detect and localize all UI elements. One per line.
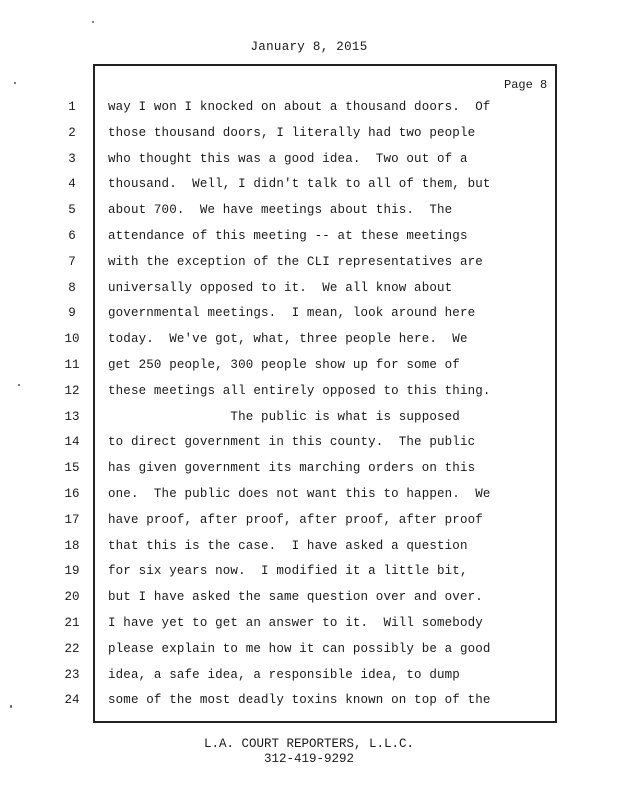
- line-number: 9: [68, 306, 76, 321]
- scan-speck: [92, 21, 94, 23]
- line-number: 10: [64, 332, 80, 347]
- line-text: thousand. Well, I didn't talk to all of them, but: [108, 177, 491, 192]
- scan-speck: [14, 82, 16, 84]
- line-number: 12: [64, 383, 80, 398]
- line-number: 17: [64, 512, 80, 527]
- transcript-line: [0, 435, 618, 455]
- line-text: one. The public does not want this to happen. We: [108, 487, 491, 501]
- line-text: have proof, after proof, after proof, after proof: [108, 512, 483, 527]
- transcript-line: [0, 177, 618, 197]
- line-text: that this is the case. I have asked a question: [108, 538, 468, 553]
- line-number: 24: [64, 693, 80, 708]
- transcript-line: [0, 100, 618, 120]
- transcript-line: [0, 281, 618, 301]
- transcript-line: [0, 564, 618, 584]
- line-number: 7: [68, 254, 76, 269]
- line-text: for six years now. I modified it a little bit,: [108, 564, 468, 579]
- transcript-line: [0, 668, 618, 688]
- transcript-line: [0, 203, 618, 223]
- line-text: attendance of this meeting -- at these meetings: [108, 229, 468, 243]
- line-text: please explain to me how it can possibly be a good: [108, 641, 491, 656]
- transcript-line: [0, 332, 618, 352]
- line-text: The public is what is supposed: [108, 409, 460, 424]
- line-number: 18: [64, 538, 80, 553]
- court-reporter-company: L.A. COURT REPORTERS, L.L.C.: [203, 737, 415, 751]
- transcript-line: [0, 461, 618, 481]
- line-text: today. We've got, what, three people here. We: [108, 332, 468, 347]
- transcript-line: [0, 642, 618, 662]
- line-text: governmental meetings. I mean, look around here: [108, 306, 476, 321]
- transcript-date-header: January 8, 2015: [250, 40, 368, 54]
- line-text: these meetings all entirely opposed to this thing.: [108, 383, 491, 398]
- line-text: to direct government in this county. The public: [108, 435, 476, 450]
- line-number: 4: [68, 177, 76, 192]
- line-text: universally opposed to it. We all know about: [108, 280, 453, 295]
- line-number: 19: [64, 564, 80, 579]
- page-number-label: Page 8: [504, 78, 548, 92]
- transcript-line: [0, 590, 618, 610]
- scan-speck: [10, 705, 12, 708]
- line-text: about 700. We have meetings about this. The: [108, 203, 453, 218]
- line-text: those thousand doors, I literally had two people: [108, 125, 476, 140]
- line-number: 11: [64, 358, 80, 372]
- transcript-line: [0, 229, 618, 249]
- line-number: 20: [64, 590, 80, 605]
- line-number: 2: [68, 125, 76, 140]
- line-text: I have yet to get an answer to it. Will somebody: [108, 616, 483, 630]
- transcript-line: [0, 539, 618, 559]
- scan-speck: [18, 384, 20, 386]
- line-number: 5: [68, 203, 76, 218]
- line-text: some of the most deadly toxins known on top of the: [108, 693, 491, 708]
- line-number: 3: [68, 151, 76, 166]
- line-number: 16: [64, 487, 80, 501]
- line-number: 21: [64, 616, 80, 630]
- transcript-line: [0, 410, 618, 430]
- transcript-line: [0, 384, 618, 404]
- line-number: 1: [68, 100, 76, 114]
- line-number: 13: [64, 409, 80, 424]
- line-number: 14: [64, 435, 80, 450]
- line-text: but I have asked the same question over and over.: [108, 590, 483, 605]
- transcript-line: [0, 255, 618, 275]
- line-text: get 250 people, 300 people show up for some of: [108, 358, 460, 372]
- line-text: with the exception of the CLI representatives are: [108, 254, 483, 269]
- line-number: 23: [64, 667, 80, 682]
- transcript-line: [0, 152, 618, 172]
- line-text: way I won I knocked on about a thousand doors. Of: [108, 100, 491, 114]
- line-text: has given government its marching orders on this: [108, 461, 476, 476]
- line-text: idea, a safe idea, a responsible idea, to dump: [108, 667, 460, 682]
- transcript-line: [0, 693, 618, 713]
- transcript-line: [0, 358, 618, 378]
- transcript-line: [0, 126, 618, 146]
- line-number: 8: [68, 280, 76, 295]
- transcript-line: [0, 306, 618, 326]
- line-number: 6: [68, 229, 76, 243]
- transcript-line: [0, 513, 618, 533]
- line-text: who thought this was a good idea. Two out of a: [108, 151, 468, 166]
- transcript-line: [0, 487, 618, 507]
- transcript-line: [0, 616, 618, 636]
- line-number: 15: [64, 461, 80, 476]
- line-number: 22: [64, 641, 80, 656]
- court-reporter-phone: 312-419-9292: [263, 752, 354, 766]
